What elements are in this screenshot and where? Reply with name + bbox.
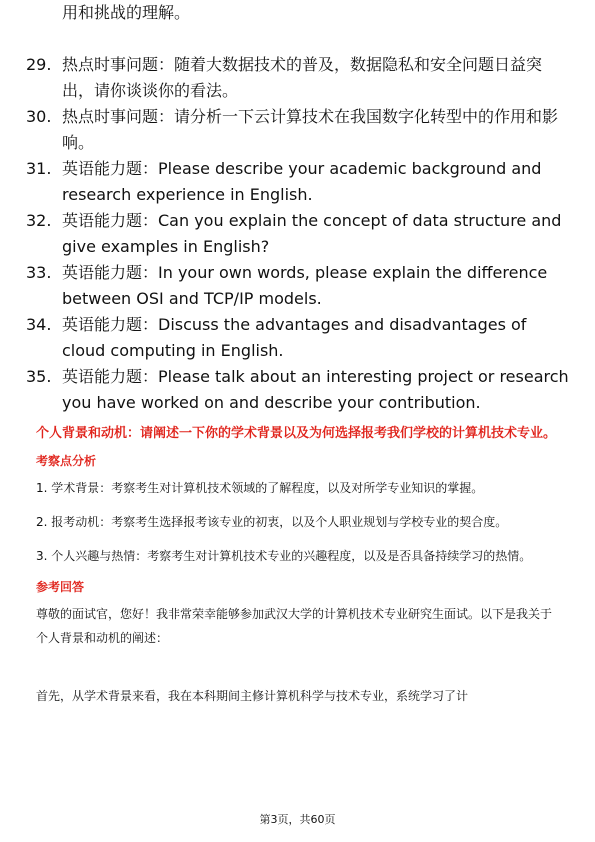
question-item <box>26 312 571 364</box>
page-footer: 第3页，共60页 <box>259 813 336 826</box>
analysis-point: 3. 个人兴趣与热情：考察考生对计算机技术专业的兴趣程度，以及是否具备持续学习的热情。 <box>36 549 532 563</box>
analysis-title: 考察点分析 <box>36 454 97 468</box>
question-text: 英语能力题：Please describe your academic background and research experience in English. <box>62 159 542 204</box>
question-text: 英语能力题：Discuss the advantages and disadvantages of cloud computing in English. <box>62 315 527 360</box>
question-text: 热点时事问题：请分析一下云计算技术在我国数字化转型中的作用和影响。 <box>62 107 559 152</box>
continuation-text: 用和挑战的理解。 <box>62 3 191 22</box>
question-item <box>26 364 571 416</box>
question-item <box>26 52 571 104</box>
question-number: 32. <box>26 211 52 230</box>
question-item <box>26 156 571 208</box>
question-item <box>26 208 571 260</box>
analysis-point: 1. 学术背景：考察考生对计算机技术领域的了解程度，以及对所学专业知识的掌握。 <box>36 481 484 495</box>
question-list <box>26 52 571 416</box>
answer-title: 参考回答 <box>36 580 85 594</box>
question-number: 31. <box>26 159 52 178</box>
question-text: 英语能力题：Can you explain the concept of data structure and give examples in English? <box>62 211 562 256</box>
question-number: 33. <box>26 263 52 282</box>
question-number: 29. <box>26 55 52 74</box>
question-number: 35. <box>26 367 52 386</box>
question-item <box>26 104 571 156</box>
question-number: 30. <box>26 107 52 126</box>
answer-paragraph: 首先，从学术背景来看，我在本科期间主修计算机科学与技术专业，系统学习了计 <box>36 689 469 703</box>
question-text: 英语能力题：Please talk about an interesting project or research you have worked on and describe your contribution. <box>62 367 569 412</box>
answer-intro: 尊敬的面试官，您好！我非常荣幸能够参加武汉大学的计算机技术专业研究生面试。以下是我关于个人背景和动机的阐述： <box>36 607 553 645</box>
answer-section <box>36 424 556 708</box>
question-text: 热点时事问题：随着大数据技术的普及，数据隐私和安全问题日益突出，请你谈谈你的看法。 <box>62 55 543 100</box>
question-item <box>26 260 571 312</box>
section-title: 个人背景和动机：请阐述一下你的学术背景以及为何选择报考我们学校的计算机技术专业。 <box>36 426 557 441</box>
analysis-point: 2. 报考动机：考察考生选择报考该专业的初衷，以及个人职业规划与学校专业的契合度。 <box>36 515 508 529</box>
question-text: 英语能力题：In your own words, please explain the difference between OSI and TCP/IP models. <box>62 263 548 308</box>
question-number: 34. <box>26 315 52 334</box>
